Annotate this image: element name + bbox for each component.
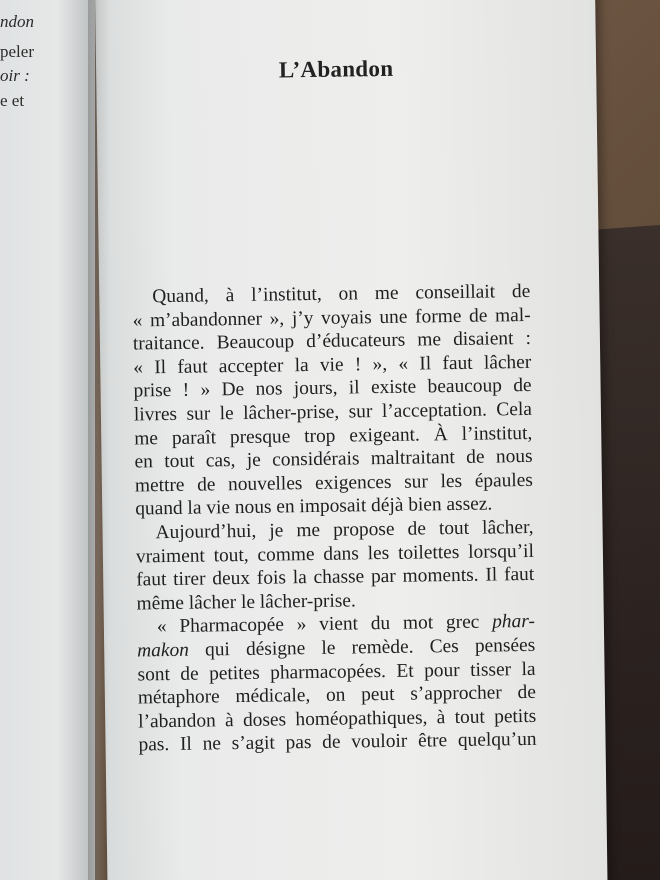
text-line: métaphore médicale, on peut s’approcher de: [137, 682, 536, 709]
text-line: mettre de nouvelles exigences sur les épaules: [134, 469, 534, 497]
left-page-fragment: oir :: [0, 66, 30, 85]
left-page-fragment: e et: [0, 91, 25, 110]
text-line: quand la vie nous en imposait déjà bien assez.: [135, 493, 493, 520]
italic-word: makon: [137, 639, 190, 662]
left-page-fragment: peler: [0, 42, 34, 61]
text-line: traitance. Beaucoup d’éducateurs me disaient :: [132, 328, 532, 355]
italic-word: phar-: [492, 611, 536, 633]
left-page: [0, 0, 95, 880]
text-line: Quand, à l’institut, on me conseillait de: [152, 280, 531, 308]
text-line: me paraît presque trop exigeant. À l’institut,: [134, 422, 533, 450]
text-line: « m’abandonner », j’y voyais une forme de mal-: [132, 304, 531, 332]
book-gutter-shadow: [88, 0, 110, 880]
right-page: [95, 0, 608, 880]
text-line: Aujourd’hui, je me propose de tout lâcher,: [155, 516, 534, 544]
text-line: « Il faut accepter la vie ! », « Il faut lâcher: [133, 351, 532, 379]
text-line: même lâcher le lâcher-prise.: [136, 590, 356, 615]
text-line: prise ! » De nos jours, il existe beaucoup de: [133, 375, 532, 402]
body-text: [132, 280, 537, 757]
text-line: livres sur le lâcher-prise, sur l’acceptation. Cela: [133, 398, 533, 426]
text-segment: « Pharmacopée » vient du mot grec: [156, 611, 493, 638]
left-page-fragment: ndon: [0, 12, 34, 31]
text-line: faut tirer deux fois la chasse par moments. Il faut: [136, 564, 535, 591]
text-line: sont de petites pharmacopées. Et pour tisser la: [137, 658, 536, 685]
text-line: l’abandon à doses homéopathiques, à tout petits: [138, 705, 537, 733]
text-line: vraiment tout, comme dans les toilettes lorsqu’il: [135, 540, 535, 568]
text-line: pas. Il ne s’agit pas de vouloir être quelqu’un: [138, 729, 537, 756]
text-segment: qui désigne le remède. Ces pensées: [188, 634, 536, 661]
text-line: en tout cas, je considérais maltraitant de nous: [134, 446, 533, 473]
chapter-title: L’Abandon: [278, 55, 394, 83]
